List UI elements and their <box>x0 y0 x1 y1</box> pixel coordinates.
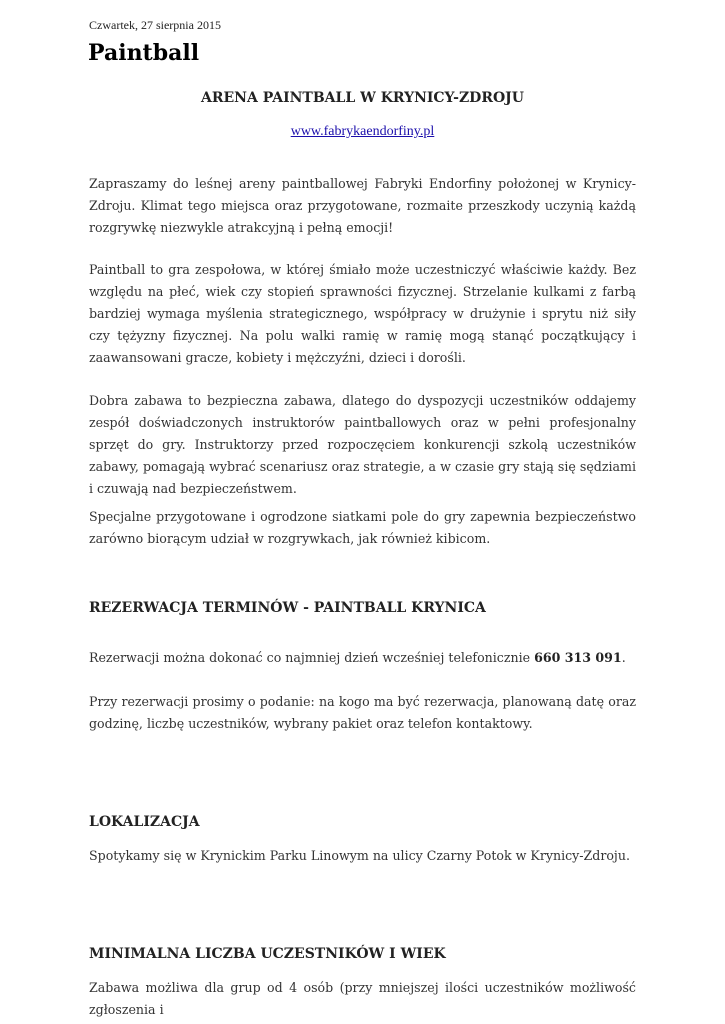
paragraph-field: Specjalne przygotowane i ogrodzone siatkami pole do gry zapewnia bezpieczeństwo zarówno biorącym udział w rozgrywkach, jak również kibicom. <box>89 509 636 546</box>
publish-date: Czwartek, 27 sierpnia 2015 <box>89 18 221 32</box>
article-subtitle: ARENA PAINTBALL W KRYNICY-ZDROJU <box>201 90 524 106</box>
paragraph-intro: Zapraszamy do leśnej areny paintballowej Fabryki Endorfiny położonej w Krynicy-Zdroju. Klimat tego miejsca oraz przygotowane, rozmaite przeszkody uczynią każdą rozgrywkę niezwykle atrakcyjną i pełną emocji! <box>89 176 636 235</box>
reservation-text-before: Rezerwacji można dokonać co najmniej dzień wcześniej telefonicznie <box>89 650 535 665</box>
minimum-heading: MINIMALNA LICZBA UCZESTNIKÓW I WIEK <box>89 946 446 962</box>
location-text: Spotykamy się w Krynickim Parku Linowym na ulicy Czarny Potok w Krynicy-Zdroju. <box>89 848 630 863</box>
reservation-text-after: . <box>621 650 626 665</box>
reservation-phone-text <box>89 647 636 669</box>
location-heading: LOKALIZACJA <box>89 814 200 830</box>
paragraph-paintball: Paintball to gra zespołowa, w której śmiało może uczestniczyć właściwie każdy. Bez względu na płeć, wiek czy stopień sprawności fizycznej. Strzelanie kulkami z farbą bardziej wymaga myślenia strategicznego, współpracy w drużynie i sprytu niż siły czy tężyzny fizycznej. Na polu walki ramię w ramię mogą stanąć początkujący i zaawansowani gracze, kobiety i mężczyźni, dzieci i dorośli. <box>89 262 636 365</box>
website-link[interactable]: www.fabrykaendorfiny.pl <box>290 124 435 139</box>
minimum-text: Zabawa możliwa dla grup od 4 osób (przy mniejszej ilości uczestników możliwość zgłoszenia i <box>89 980 636 1017</box>
reservation-heading: REZERWACJA TERMINÓW - PAINTBALL KRYNICA <box>89 600 486 616</box>
page-title: Paintball <box>88 40 200 66</box>
paragraph-safety: Dobra zabawa to bezpieczna zabawa, dlatego do dyspozycji uczestników oddajemy zespół doświadczonych instruktorów paintballowych oraz w pełni profesjonalny sprzęt do gry. Instruktorzy przed rozpoczęciem konkurencji szkolą uczestników zabawy, pomagają wybrać scenariusz oraz strategie, a w czasie gry stają się sędziami i czuwają nad bezpieczeństwem. <box>89 393 636 496</box>
reservation-phone: 660 313 091 <box>534 650 622 665</box>
website-link-wrapper <box>89 124 636 140</box>
reservation-details: Przy rezerwacji prosimy o podanie: na kogo ma być rezerwacja, planowaną datę oraz godzinę, liczbę uczestników, wybrany pakiet oraz telefon kontaktowy. <box>89 694 636 731</box>
